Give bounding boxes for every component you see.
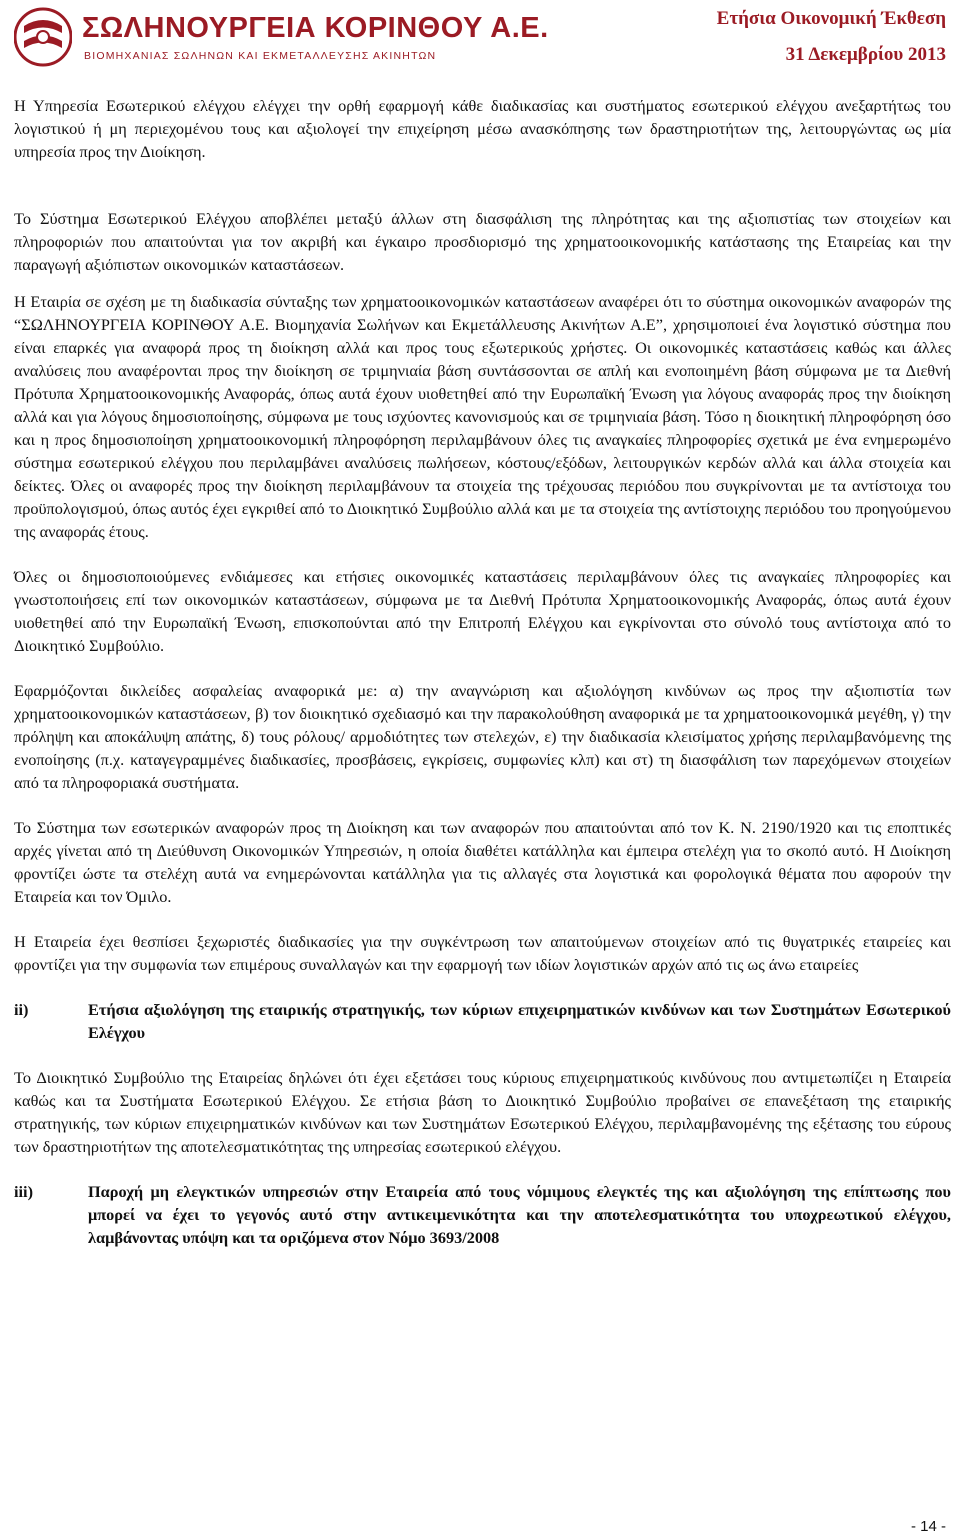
paragraph: Το Σύστημα Εσωτερικού Ελέγχου αποβλέπει μεταξύ άλλων στη διασφάλιση της πληρότητας και της αξιοπιστίας των στοιχείων και πληροφοριών που απαιτούνται για τον ακριβή και έγκαιρο προσδιορισμό της χρηματοοικονομικής κατάστασης της Εταιρείας και την παραγωγή αξιόπιστων οικονομικών καταστάσεων. [14,209,951,274]
page-number: - 14 - [910,1518,946,1535]
section-title: Ετήσια αξιολόγηση της εταιρικής στρατηγικής, των κύριων επιχειρηματικών κινδύνων και των Συστημάτων Εσωτερικού Ελέγχου [88,1000,951,1042]
paragraph: Όλες οι δημοσιοποιούμενες ενδιάμεσες και ετήσιες οικονομικές καταστάσεις περιλαμβάνουν όλες τις αναγκαίες πληροφορίες και γνωστοποιήσεις επί των οικονομικών καταστάσεων, σύμφωνα με τα Διεθνή Πρότυπα Χρηματοοικονομικής Αναφοράς, όπως αυτά έχουν υιοθετηθεί από την Ευρωπαϊκή Ένωση, επισκοπούνται από την Επιτροπή Ελέγχου και εγκρίνονται στο σύνολό τους αντίστοιχα από το Διοικητικό Συμβούλιο. [14,567,951,655]
paragraph: Η Εταιρεία έχει θεσπίσει ξεχωριστές διαδικασίες για την συγκέντρωση των απαιτούμενων στοιχείων από τις θυγατρικές εταιρείες και φροντίζει για την συμφωνία των επιμέρους συναλλαγών και την εφαρμογή των ιδίων λογιστικών αρχών από τις ως άνω εταιρείες [14,932,951,974]
section-heading [14,1180,951,1249]
report-date: 31 Δεκεμβρίου 2013 [785,44,946,65]
company-logo-icon [14,6,72,68]
paragraph: Η Εταιρία σε σχέση με τη διαδικασία σύνταξης των χρηματοοικονομικών καταστάσεων αναφέρει ότι το σύστημα οικονομικών αναφορών της “ΣΩΛΗΝΟΥΡΓΕΙΑ ΚΟΡΙΝΘΟΥ Α.Ε. Βιομηχανία Σωλήνων και Εκμετάλλευσης Ακινήτων Α.Ε”, χρησιμοποιεί ένα λογιστικό σύστημα που είναι επαρκές για αναφορά προς τη διοίκηση αλλά και προς τους εξωτερικούς χρήστες. Οι οικονομικές καταστάσεις καθώς και άλλες αναλύσεις που αναφέρονται προς την διοίκηση σε τριμηνιαία βάση συντάσσονται σε απλή και ενοποιημένη βάση σύμφωνα με τα Διεθνή Πρότυπα Χρηματοοικονομικής Αναφοράς, όπως αυτά έχουν υιοθετηθεί από την Ευρωπαϊκή Ένωση για λόγους αναφοράς προς την διοίκηση αλλά και για λόγους δημοσιοποίησης, σύμφωνα με τους ισχύοντες κανονισμούς και σε τριμηνιαία βάση. Τόσο η διοικητική πληροφόρηση όσο και η προς δημοσιοποίηση χρηματοοικονομική πληροφόρηση περιλαμβάνουν όλες τις αναγκαίες πληροφορίες σχετικά με ένα ενημερωμένο σύστημα εσωτερικού ελέγχου που περιλαμβάνει αναλύσεις πωλήσεων, κόστους/εξόδων, λειτουργικών κερδών αλλά και άλλα στοιχεία και δείκτες. Όλες οι αναφορές προς την διοίκηση περιλαμβάνουν τα στοιχεία της τρέχουσας περιόδου που συγκρίνονται με τα αντίστοιχα του προϋπολογισμού, όπως αυτός έχει εγκριθεί από το Διοικητικό Συμβούλιο αλλά και με τα στοιχεία της αντίστοιχης περιόδου του προηγούμενου της αναφοράς έτους. [14,292,951,541]
section-heading [14,998,951,1044]
paragraph: Το Διοικητικό Συμβούλιο της Εταιρείας δηλώνει ότι έχει εξετάσει τους κύριους επιχειρηματικούς κινδύνους που αντιμετωπίζει η Εταιρεία καθώς και τα Συστήματα Εσωτερικού Ελέγχου. Σε ετήσια βάση το Διοικητικό Συμβούλιο προβαίνει σε επανεξέταση της εταιρικής στρατηγικής, των κύριων επιχειρηματικών κινδύνων και των Συστημάτων Εσωτερικού Ελέγχου, περιλαμβανομένης της εξέτασης του εύρους των δραστηριοτήτων της αποτελεσματικότητας της υπηρεσίας εσωτερικού ελέγχου. [14,1068,951,1156]
paragraph: Η Υπηρεσία Εσωτερικού ελέγχου ελέγχει την ορθή εφαρμογή κάθε διαδικασίας και συστήματος εσωτερικού ελέγχου ανεξαρτήτως του λογιστικού ή μη περιεχομένου τους και αξιολογεί την επιχείρηση μέσω ανασκόπησης των δραστηριοτήτων της, λειτουργώντας ως μία υπηρεσία προς την Διοίκηση. [14,96,951,161]
paragraph: Εφαρμόζονται δικλείδες ασφαλείας αναφορικά με: α) την αναγνώριση και αξιολόγηση κινδύνων ως προς την αξιοπιστία των χρηματοοικονομικών καταστάσεων, β) τον διοικητικό σχεδιασμό και την παρακολούθηση αναφορικά με τα χρηματοοικονομικά μεγέθη, γ) την πρόληψη και αποκάλυψη απάτης, δ) τους ρόλους/ αρμοδιότητες των στελεχών, ε) την διαδικασία κλεισίματος χρήσης περιλαμβανόμενης της ενοποίησης (π.χ. καταγεγραμμένες διαδικασίες, προσβάσεις, εγκρίσεις, συμφωνίες κλπ) και στ) τη διασφάλιση των παρεχόμενων στοιχείων από τα πληροφοριακά συστήματα. [14,681,951,792]
company-logo [14,6,549,72]
paragraph: Το Σύστημα των εσωτερικών αναφορών προς τη Διοίκηση και των αναφορών που απαιτούνται από τον Κ. Ν. 2190/1920 και τις εποπτικές αρχές γίνεται από τη Διεύθυνση Οικονομικών Υπηρεσιών, η οποία διαθέτει κατάλληλα και έμπειρα στελέχη για το σκοπό αυτό. Η Διοίκηση φροντίζει ώστε τα στελέχη αυτά να ενημερώνονται κατάλληλα για τις αλλαγές στα λογιστικά και φορολογικά θέματα που αφορούν την Εταιρεία και τον Όμιλο. [14,818,951,906]
section-title: Παροχή μη ελεγκτικών υπηρεσιών στην Εταιρεία από τους νόμιμους ελεγκτές της και αξιολόγηση της επίπτωσης που μπορεί να έχει το γεγονός αυτό στην αντικειμενικότητα και την αποτελεσματικότητα του υποχρεωτικού ελέγχου, λαμβάνοντας υπόψη και τα οριζόμενα στον Νόμο 3693/2008 [88,1182,951,1247]
page-header [0,0,960,80]
document-body [14,94,951,1249]
section-number: ii) [14,1000,29,1019]
company-subtitle: ΒΙΟΜΗΧΑΝΙΑΣ ΣΩΛΗΝΩΝ ΚΑΙ ΕΚΜΕΤΑΛΛΕΥΣΗΣ ΑΚΙΝΗΤΩΝ [84,50,437,62]
report-title: Ετήσια Οικονομική Έκθεση [716,8,946,29]
section-number: iii) [14,1182,33,1201]
company-name: ΣΩΛΗΝΟΥΡΓΕΙΑ ΚΟΡΙΝΘΟΥ Α.Ε. [82,12,549,44]
